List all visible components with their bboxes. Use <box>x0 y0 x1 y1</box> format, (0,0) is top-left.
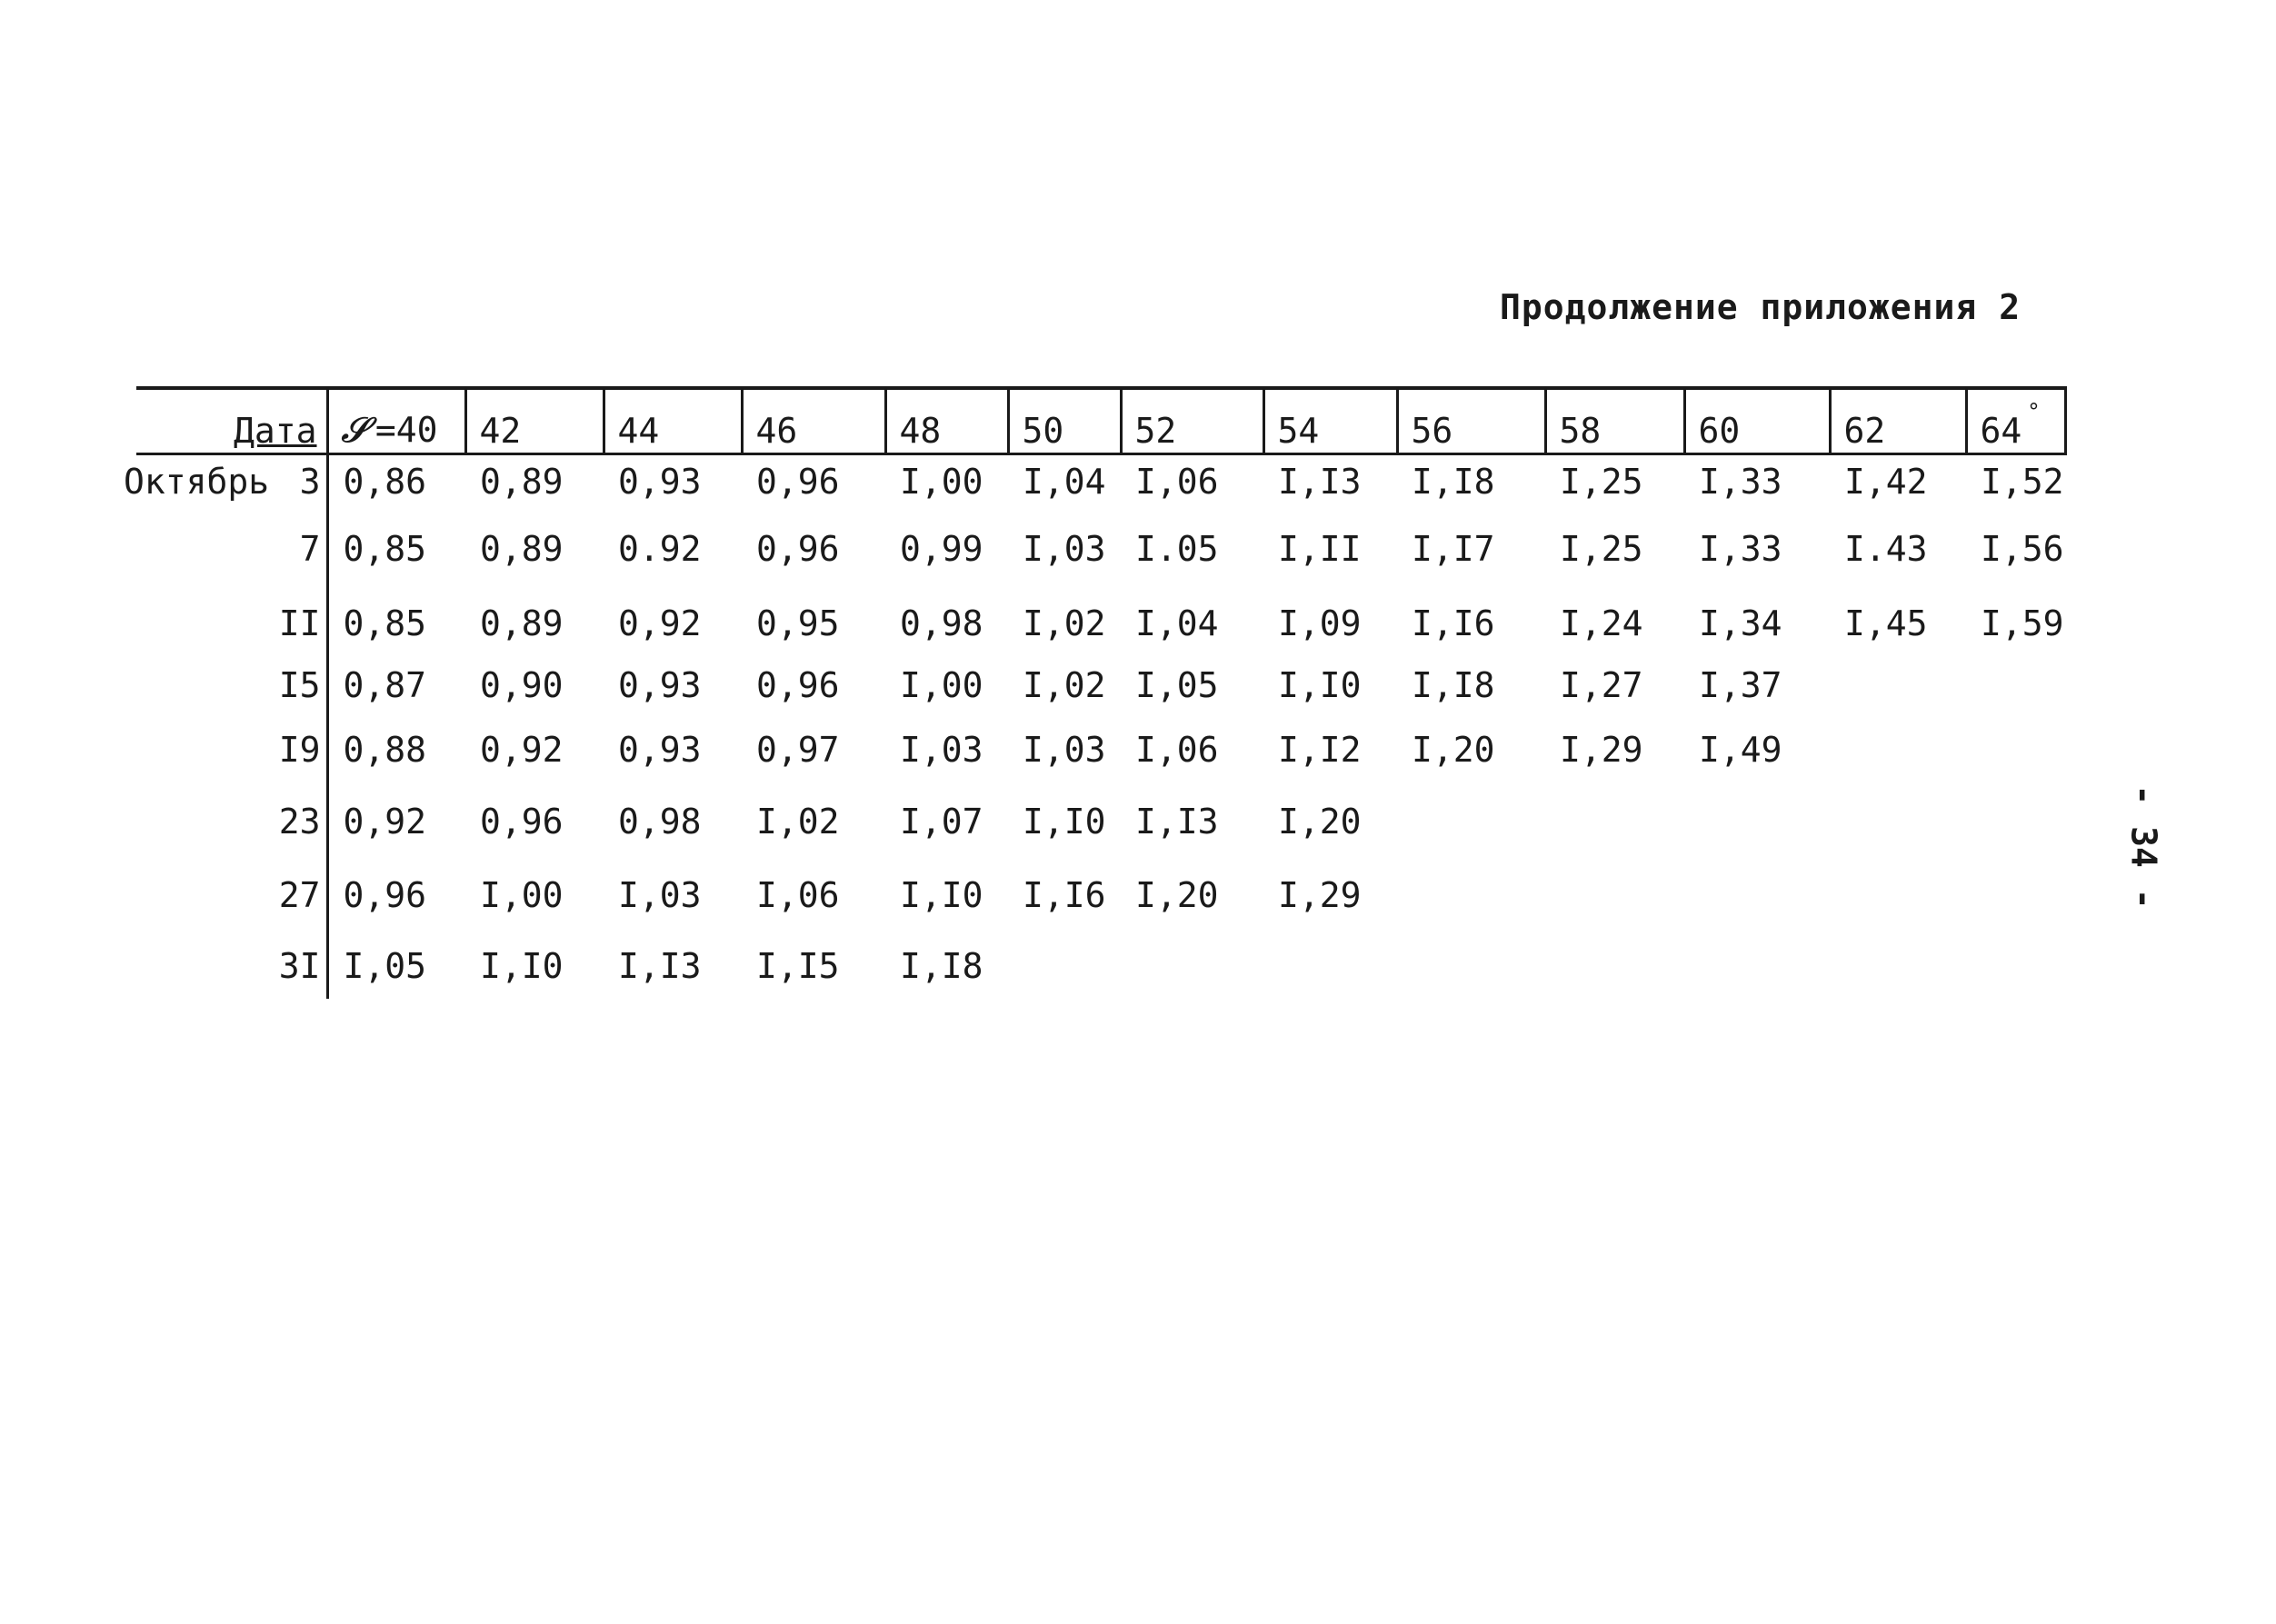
value-cell: I,20 <box>1412 730 1495 770</box>
value-cell: I,20 <box>1135 875 1219 915</box>
column-header-first-value: =40 <box>374 409 438 450</box>
value-cell: I,I3 <box>1135 802 1219 842</box>
value-cell <box>1830 713 1966 786</box>
variable-symbol: 𝒮 <box>341 408 368 450</box>
value-cell: I,03 <box>900 730 983 770</box>
value-cell: 0,96 <box>756 665 840 705</box>
value-cell: I,00 <box>900 665 983 705</box>
value-cell <box>1263 933 1397 999</box>
value-cell: I,24 <box>1560 603 1643 643</box>
value-cell: I,56 <box>1981 529 2064 569</box>
column-header: 54 <box>1263 388 1397 453</box>
day-label: 7 <box>299 529 321 569</box>
value-cell: I,I8 <box>1412 461 1495 502</box>
value-cell: I,06 <box>1135 730 1219 770</box>
date-cell <box>136 713 327 786</box>
value-cell: I,25 <box>1560 461 1643 502</box>
value-cell: I,00 <box>480 875 564 915</box>
value-cell: I,04 <box>1023 461 1106 502</box>
value-cell <box>1966 933 2065 999</box>
date-cell <box>136 590 327 657</box>
table-row <box>136 590 2065 657</box>
value-cell: I,27 <box>1560 665 1643 705</box>
value-cell: I,33 <box>1699 529 1782 569</box>
value-cell: I,07 <box>900 802 983 842</box>
value-cell <box>1684 933 1830 999</box>
value-cell: I,I6 <box>1023 875 1106 915</box>
table-row <box>136 786 2065 857</box>
value-cell: I.43 <box>1844 529 1928 569</box>
column-header: 46 <box>742 388 885 453</box>
value-cell: I,02 <box>756 802 840 842</box>
value-cell: I,59 <box>1981 603 2064 643</box>
value-cell: I,02 <box>1023 665 1106 705</box>
value-cell: I,03 <box>1023 730 1106 770</box>
value-cell: 0,89 <box>480 603 564 643</box>
value-cell: I,25 <box>1560 529 1643 569</box>
value-cell: 0,96 <box>343 875 427 915</box>
degree-mark: ° <box>2027 398 2041 424</box>
value-cell: I,42 <box>1844 461 1928 502</box>
value-cell: I,09 <box>1278 603 1362 643</box>
table-row <box>136 713 2065 786</box>
day-label: 3I <box>278 946 321 986</box>
column-header-last-value: 64 <box>1980 410 2022 451</box>
column-header: 56 <box>1397 388 1545 453</box>
value-cell <box>1397 857 1545 933</box>
table-row <box>136 857 2065 933</box>
date-cell <box>136 857 327 933</box>
value-cell: I,06 <box>1135 461 1219 502</box>
value-cell: 0,93 <box>618 461 702 502</box>
column-header: 42 <box>465 388 604 453</box>
value-cell: I,33 <box>1699 461 1782 502</box>
value-cell: 0,90 <box>480 665 564 705</box>
value-cell: 0,98 <box>900 603 983 643</box>
value-cell: I,I5 <box>756 946 840 986</box>
value-cell: I,I0 <box>480 946 564 986</box>
value-cell: I,03 <box>1023 529 1106 569</box>
value-cell: 0,89 <box>480 461 564 502</box>
value-cell: I,I0 <box>1278 665 1362 705</box>
page-number: - 34 - <box>2123 784 2164 910</box>
column-header: 62 <box>1830 388 1966 453</box>
value-cell <box>1830 933 1966 999</box>
value-cell: I,45 <box>1844 603 1928 643</box>
data-table <box>124 386 2067 999</box>
day-label: 3 <box>299 461 321 502</box>
value-cell: I,I0 <box>900 875 983 915</box>
value-cell <box>1966 786 2065 857</box>
date-cell <box>136 786 327 857</box>
value-cell <box>1830 857 1966 933</box>
column-header <box>1966 388 2065 453</box>
value-cell: 0,87 <box>343 665 427 705</box>
value-cell: I,I7 <box>1412 529 1495 569</box>
day-label: I9 <box>278 730 321 770</box>
value-cell: I,II <box>1278 529 1362 569</box>
value-cell: 0,92 <box>343 802 427 842</box>
date-cell <box>136 508 327 590</box>
value-cell: I,00 <box>900 461 983 502</box>
value-cell: I,02 <box>1023 603 1106 643</box>
value-cell <box>1830 657 1966 713</box>
value-cell <box>1397 933 1545 999</box>
value-cell: 0,96 <box>480 802 564 842</box>
value-cell: 0,95 <box>756 603 840 643</box>
page-heading: Продолжение приложения 2 <box>1500 287 2021 327</box>
value-cell: 0,86 <box>343 461 427 502</box>
value-cell <box>1966 713 2065 786</box>
column-header <box>327 388 465 453</box>
value-cell: 0,85 <box>343 529 427 569</box>
value-cell: 0,96 <box>756 461 840 502</box>
column-header: 60 <box>1684 388 1830 453</box>
value-cell: 0,97 <box>756 730 840 770</box>
value-cell: I,29 <box>1560 730 1643 770</box>
day-label: 27 <box>278 875 321 915</box>
month-label: Октябрь <box>124 461 270 502</box>
value-cell: I,03 <box>618 875 702 915</box>
value-cell: I,05 <box>343 946 427 986</box>
value-cell: I,34 <box>1699 603 1782 643</box>
value-cell: I,I8 <box>1412 665 1495 705</box>
table-row <box>136 508 2065 590</box>
value-cell <box>1545 857 1684 933</box>
value-cell <box>1397 786 1545 857</box>
value-cell: 0.92 <box>618 529 702 569</box>
value-cell: 0,89 <box>480 529 564 569</box>
table-row <box>136 453 2065 508</box>
value-cell <box>1684 857 1830 933</box>
value-cell: 0,98 <box>618 802 702 842</box>
value-cell <box>1545 933 1684 999</box>
value-cell <box>1545 786 1684 857</box>
value-cell: I,I3 <box>1278 461 1362 502</box>
value-cell: I,I8 <box>900 946 983 986</box>
date-cell <box>136 657 327 713</box>
day-label: II <box>278 603 321 643</box>
value-cell: I,20 <box>1278 802 1362 842</box>
value-cell: 0,93 <box>618 665 702 705</box>
table-body <box>124 453 2065 999</box>
column-header: 48 <box>885 388 1008 453</box>
value-cell <box>1830 786 1966 857</box>
value-cell: I,I3 <box>618 946 702 986</box>
value-cell <box>1008 933 1121 999</box>
value-cell <box>1966 657 2065 713</box>
day-label: I5 <box>278 665 321 705</box>
date-cell <box>124 453 327 508</box>
value-cell: I,04 <box>1135 603 1219 643</box>
value-cell: I,06 <box>756 875 840 915</box>
table-row <box>136 657 2065 713</box>
value-cell: I,05 <box>1135 665 1219 705</box>
value-cell: 0,96 <box>756 529 840 569</box>
date-column-header: Дата <box>136 388 327 453</box>
value-cell: I,49 <box>1699 730 1782 770</box>
value-cell: I,I2 <box>1278 730 1362 770</box>
value-cell: 0,92 <box>480 730 564 770</box>
column-header: 50 <box>1008 388 1121 453</box>
table-header-row <box>136 388 2065 453</box>
value-cell <box>1684 786 1830 857</box>
value-cell <box>1121 933 1263 999</box>
column-header: 44 <box>604 388 742 453</box>
value-cell: 0,88 <box>343 730 427 770</box>
value-cell: I,I0 <box>1023 802 1106 842</box>
value-cell: I,37 <box>1699 665 1782 705</box>
day-label: 23 <box>278 802 321 842</box>
table-row <box>136 933 2065 999</box>
column-header: 58 <box>1545 388 1684 453</box>
value-cell: I.05 <box>1135 529 1219 569</box>
value-cell: 0,93 <box>618 730 702 770</box>
value-cell: I,I6 <box>1412 603 1495 643</box>
table-container <box>124 386 2067 999</box>
column-header: 52 <box>1121 388 1263 453</box>
value-cell: I,52 <box>1981 461 2064 502</box>
value-cell <box>1966 857 2065 933</box>
value-cell: 0,99 <box>900 529 983 569</box>
value-cell: 0,85 <box>343 603 427 643</box>
value-cell: I,29 <box>1278 875 1362 915</box>
value-cell: 0,92 <box>618 603 702 643</box>
date-cell <box>136 933 327 999</box>
